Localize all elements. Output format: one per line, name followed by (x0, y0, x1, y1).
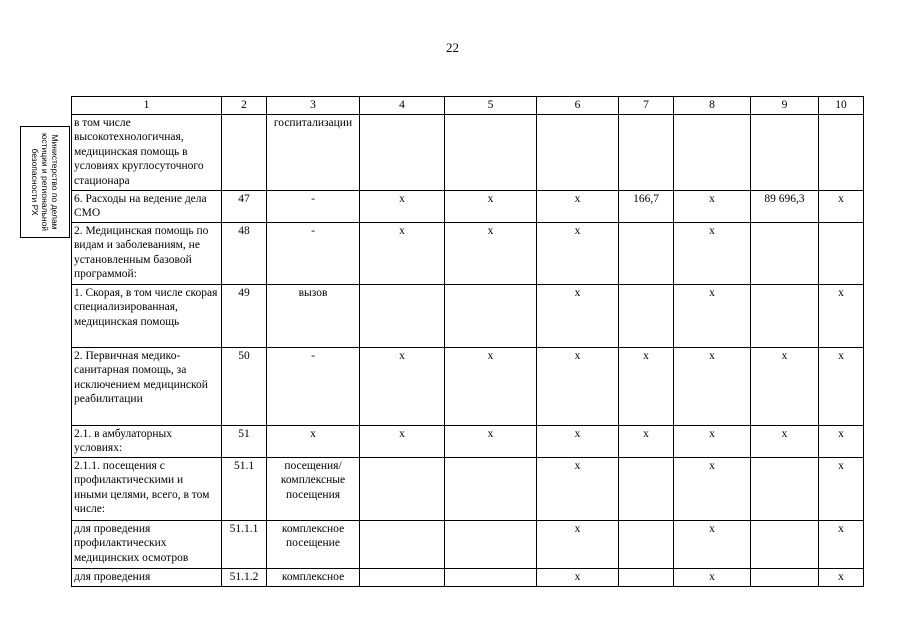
table-cell: x (537, 425, 619, 457)
table-cell (619, 457, 674, 520)
table-cell: 166,7 (619, 190, 674, 222)
table-cell: x (674, 222, 751, 284)
table-cell: x (537, 284, 619, 347)
table-cell: 47 (222, 190, 267, 222)
table-cell (537, 114, 619, 190)
table-cell (445, 114, 537, 190)
table-cell: x (819, 520, 864, 568)
table-cell (360, 457, 445, 520)
column-header: 6 (537, 97, 619, 115)
table-cell (445, 568, 537, 586)
table-cell: - (267, 347, 360, 425)
table-row (72, 425, 864, 457)
table-cell: 2.1.1. посещения с профилактическими и иными целями, всего, в том числе: (72, 457, 222, 520)
table-cell (819, 222, 864, 284)
table-cell: x (751, 425, 819, 457)
table-cell: x (445, 425, 537, 457)
table-cell (751, 568, 819, 586)
table-cell (445, 284, 537, 347)
table-cell (619, 222, 674, 284)
table-cell: x (819, 457, 864, 520)
table-cell: x (360, 222, 445, 284)
table-row (72, 520, 864, 568)
table-cell (222, 114, 267, 190)
table-cell: 1. Скорая, в том числе скорая специализированная, медицинская помощь (72, 284, 222, 347)
table-row (72, 457, 864, 520)
table-cell: 2. Медицинская помощь по видам и заболеваниям, не установленным базовой программой: (72, 222, 222, 284)
table-cell: x (674, 425, 751, 457)
table-cell: 49 (222, 284, 267, 347)
table-row (72, 284, 864, 347)
table-cell: x (537, 190, 619, 222)
table-cell (674, 114, 751, 190)
table-cell (445, 457, 537, 520)
table-cell: для проведения (72, 568, 222, 586)
table-row (72, 190, 864, 222)
column-header: 4 (360, 97, 445, 115)
stamp-line: безопасности РХ (30, 148, 40, 216)
table-cell (751, 284, 819, 347)
column-header: 1 (72, 97, 222, 115)
table-cell (751, 520, 819, 568)
table-cell (360, 568, 445, 586)
column-header: 2 (222, 97, 267, 115)
table-cell: x (674, 568, 751, 586)
table-cell: 51.1 (222, 457, 267, 520)
page-number: 22 (446, 40, 459, 55)
table-cell: x (360, 425, 445, 457)
table-cell (751, 114, 819, 190)
table-cell (751, 222, 819, 284)
table-cell (360, 114, 445, 190)
table-row (72, 347, 864, 425)
table-cell: x (445, 347, 537, 425)
registration-stamp (20, 126, 70, 238)
stamp-line: Министерство по делам (50, 134, 60, 230)
table-cell: x (819, 568, 864, 586)
table-cell: 2.1. в амбулаторных условиях: (72, 425, 222, 457)
table-cell: 51.1.1 (222, 520, 267, 568)
table-cell: для проведения профилактических медицинских осмотров (72, 520, 222, 568)
table-cell (619, 284, 674, 347)
table-cell: x (619, 425, 674, 457)
table-cell: x (674, 347, 751, 425)
table-cell: x (819, 284, 864, 347)
table-cell: 2. Первичная медико-санитарная помощь, за исключением медицинской реабилитации (72, 347, 222, 425)
table-cell: 48 (222, 222, 267, 284)
column-header: 9 (751, 97, 819, 115)
column-header: 3 (267, 97, 360, 115)
table-cell: 51 (222, 425, 267, 457)
table-cell: x (537, 457, 619, 520)
table-cell: x (751, 347, 819, 425)
column-header: 7 (619, 97, 674, 115)
table-cell: x (819, 425, 864, 457)
table-cell (819, 114, 864, 190)
table-cell: x (267, 425, 360, 457)
table-cell: x (360, 347, 445, 425)
table-cell (360, 284, 445, 347)
table-row (72, 568, 864, 586)
column-header: 10 (819, 97, 864, 115)
table-cell: x (537, 520, 619, 568)
table-cell: комплексное (267, 568, 360, 586)
table-cell: 89 696,3 (751, 190, 819, 222)
table-cell: x (537, 222, 619, 284)
column-header: 5 (445, 97, 537, 115)
table-cell: x (674, 457, 751, 520)
data-table (71, 96, 864, 587)
table-cell: госпитализации (267, 114, 360, 190)
table-cell: x (445, 190, 537, 222)
table-cell: вызов (267, 284, 360, 347)
table-cell: 51.1.2 (222, 568, 267, 586)
table-cell: посещения/ комплексные посещения (267, 457, 360, 520)
table-cell: x (674, 190, 751, 222)
table-cell: - (267, 190, 360, 222)
table-cell (619, 568, 674, 586)
table-cell: x (360, 190, 445, 222)
table-cell: x (537, 568, 619, 586)
table-cell: x (619, 347, 674, 425)
table-cell: x (674, 284, 751, 347)
column-header: 8 (674, 97, 751, 115)
stamp-line: юстиции и региональной (40, 132, 50, 232)
table-cell (619, 520, 674, 568)
table-cell: комплексное посещение (267, 520, 360, 568)
stamp-text (30, 133, 60, 231)
table-header-row (72, 97, 864, 115)
table-cell: - (267, 222, 360, 284)
table-row (72, 114, 864, 190)
table-row (72, 222, 864, 284)
table-cell: 6. Расходы на ведение дела СМО (72, 190, 222, 222)
table-cell (619, 114, 674, 190)
table-cell: x (674, 520, 751, 568)
table-cell: 50 (222, 347, 267, 425)
table-cell (360, 520, 445, 568)
table-cell: x (537, 347, 619, 425)
table-cell: x (445, 222, 537, 284)
table-cell (751, 457, 819, 520)
table-cell (445, 520, 537, 568)
table-cell: x (819, 190, 864, 222)
table-cell: x (819, 347, 864, 425)
table-cell: в том числе высокотехнологичная, медицинская помощь в условиях круглосуточного стационара (72, 114, 222, 190)
